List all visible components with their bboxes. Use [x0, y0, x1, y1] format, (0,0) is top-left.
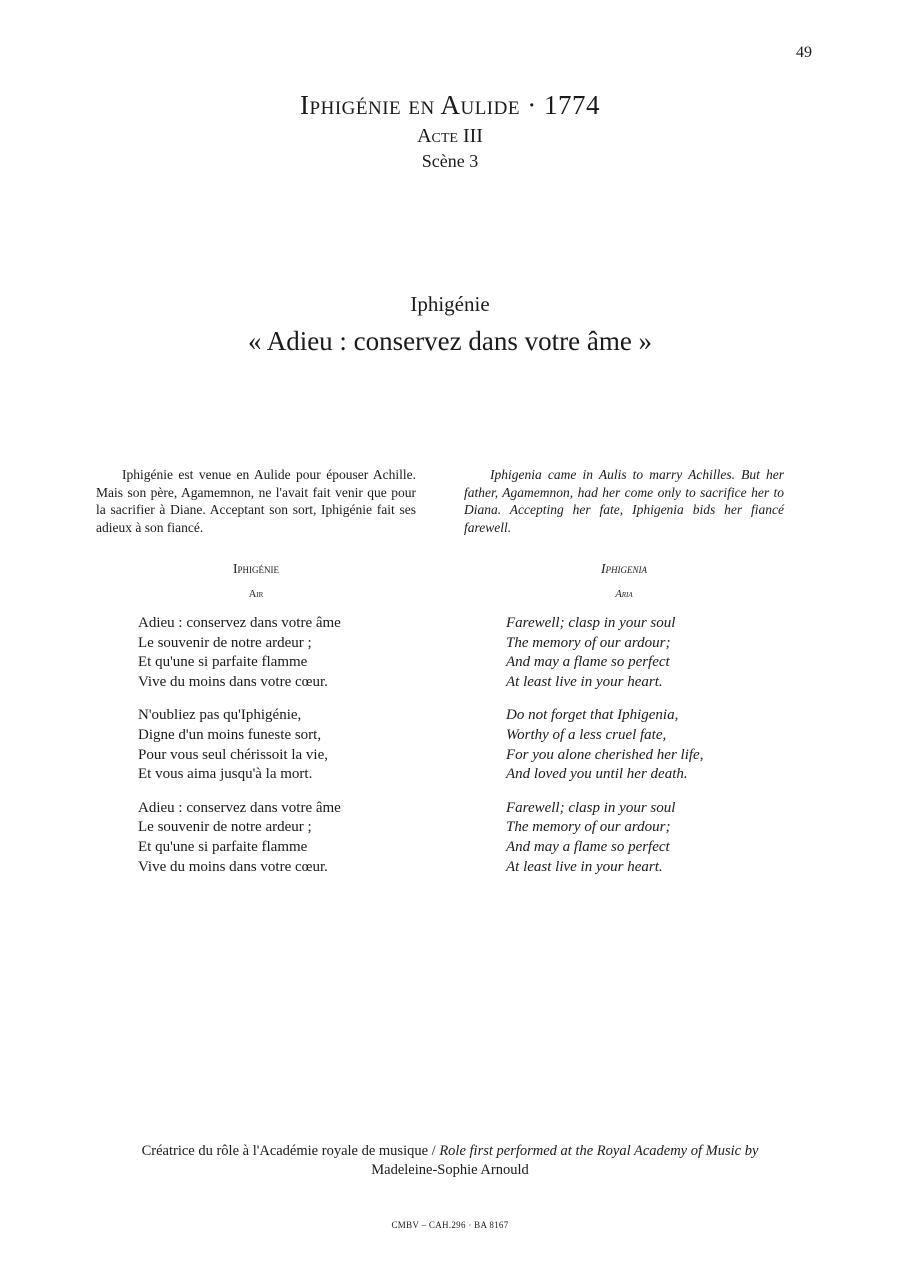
verse-line: Et qu'une si parfaite flamme — [138, 838, 308, 855]
verse-line: N'oubliez pas qu'Iphigénie, — [138, 707, 302, 724]
verse-line: Pour vous seul chérissoit la vie, — [138, 746, 328, 763]
aria-title: « Adieu : conservez dans votre âme » — [247, 326, 653, 356]
role-name-en: Iphigenia — [601, 561, 647, 576]
libretto-french — [96, 560, 416, 877]
credit-label-fr: Créatrice du rôle à l'Académie royale de musique / — [141, 1143, 440, 1159]
role-credit — [0, 1142, 900, 1180]
synopsis-fr: Iphigénie est venue en Aulide pour épouser Achille. Mais son père, Agamemnon, ne l'avait fait venir que pour la sacrifier à Diane. Acceptant son sort, Iphigénie fait ses adieux à son fiancé. — [96, 467, 416, 535]
aria-heading — [0, 290, 900, 358]
verse-line: And may a flame so perfect — [506, 838, 670, 855]
verse-line: Worthy of a less cruel fate, — [506, 726, 667, 743]
verse-line: Le souvenir de notre ardeur ; — [138, 819, 312, 836]
verse-line: Adieu : conservez dans votre âme — [138, 799, 341, 816]
form-label-en: Aria — [615, 589, 633, 600]
verse-line: And loved you until her death. — [506, 766, 688, 783]
verse-line: Farewell; clasp in your soul — [506, 799, 676, 816]
stanza-en-2 — [464, 706, 784, 784]
verse-line: The memory of our ardour; — [506, 634, 671, 651]
verse-line: The memory of our ardour; — [506, 819, 671, 836]
aria-character: Iphigénie — [410, 292, 490, 316]
verse-line: For you alone cherished her life, — [506, 746, 704, 763]
verse-line: At least live in your heart. — [506, 673, 663, 690]
credit-line — [0, 1142, 900, 1161]
libretto-english — [464, 560, 784, 877]
verse-line: Do not forget that Iphigenia, — [506, 707, 679, 724]
verse-line: Farewell; clasp in your soul — [506, 615, 676, 631]
verse-line: And may a flame so perfect — [506, 654, 670, 671]
work-title: Iphigénie en Aulide · 1774 — [300, 90, 600, 120]
verse-line: Vive du moins dans votre cœur. — [138, 858, 328, 875]
credit-label-en: Role first performed at the Royal Academy of Music by — [439, 1143, 759, 1159]
synopsis-en: Iphigenia came in Aulis to marry Achilles. But her father, Agamemnon, had her come only to sacrifice her to Diana. Accepting her fate, Iphigenia bids her fiancé farewell. — [464, 467, 784, 535]
verse-line: Vive du moins dans votre cœur. — [138, 673, 328, 690]
stanza-en-1 — [464, 614, 784, 692]
singer-name: Madeleine-Sophie Arnould — [371, 1162, 529, 1178]
act-label: Acte III — [417, 125, 483, 147]
verse-line: Et vous aima jusqu'à la mort. — [138, 766, 313, 783]
stanza-fr-2 — [96, 706, 416, 784]
stanza-fr-1 — [96, 614, 416, 692]
page-header — [0, 88, 900, 172]
page-number: 49 — [796, 44, 812, 61]
catalog-reference: CMBV – CAH.296 · BA 8167 — [391, 1220, 509, 1230]
form-label-fr: Air — [248, 589, 264, 600]
verse-line: Adieu : conservez dans votre âme — [138, 615, 341, 631]
verse-line: At least live in your heart. — [506, 858, 663, 875]
scene-label: Scène 3 — [421, 151, 479, 171]
verse-line: Digne d'un moins funeste sort, — [138, 726, 322, 743]
stanza-en-3 — [464, 799, 784, 877]
verse-line: Le souvenir de notre ardeur ; — [138, 634, 312, 651]
role-name-fr: Iphigénie — [233, 561, 279, 576]
stanza-fr-3 — [96, 799, 416, 877]
verse-line: Et qu'une si parfaite flamme — [138, 654, 308, 671]
